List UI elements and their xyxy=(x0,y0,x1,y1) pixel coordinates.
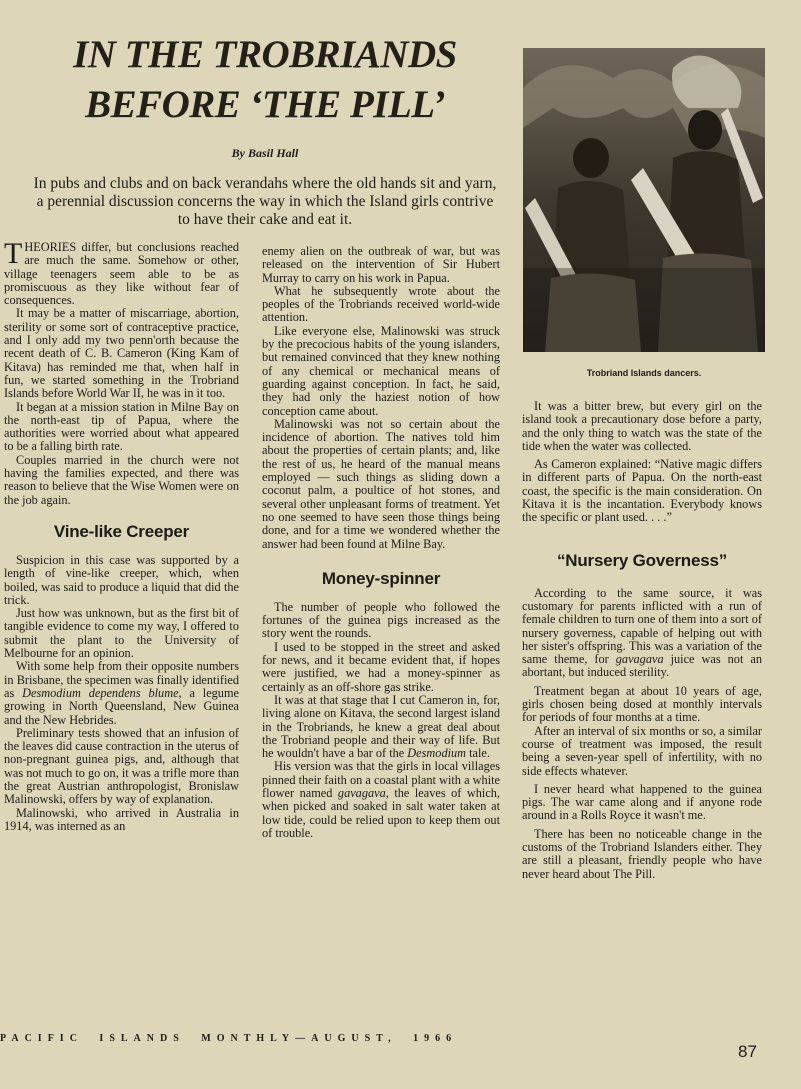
byline: By Basil Hall xyxy=(231,146,299,160)
paragraph: THEORIES differ, but conclusions reached are much the same. Somehow or other, village teenagers seem able to be as promiscuous as they like without fear of consequences. xyxy=(4,237,239,308)
italic-text: Desmodium xyxy=(407,746,467,761)
paragraph: I never heard what happened to the guinea pigs. The war came along and if anyone rode around in a Rolls Royce it wasn't me. xyxy=(522,781,762,823)
paragraph: It began at a mission station in Milne Bay on the north-east tip of Papua, where the authorities were worried about what appeared to be a falling birth rate. xyxy=(4,399,239,454)
paragraph: enemy alien on the outbreak of war, but was released on the intervention of Sir Hubert Murray to carry on his work in Papua. xyxy=(262,244,500,285)
footer-masthead: PACIFIC ISLANDS MONTHLY—AUGUST, 1966 xyxy=(0,1033,458,1044)
dancers-photo xyxy=(523,48,765,352)
paragraph: Suspicion in this case was supported by a length of vine-like creeper, which, when boiled, was said to produce a liquid that did the trick. xyxy=(4,552,239,607)
italic-text: Desmodium dependens blume, xyxy=(22,685,182,700)
paragraph: It was a bitter brew, but every girl on the island took a precautionary dose before a party, and the only thing to watch was the state of the tide when the water was collected. xyxy=(522,399,762,453)
title-line-1: IN THE TROBRIANDS xyxy=(73,33,457,76)
photo-caption: Trobriand Islands dancers. xyxy=(586,368,702,378)
paragraph: I used to be stopped in the street and asked for news, and it became evident that, if hopes were justified, we had a money-spinner as certainly as an off-shore gas strike. xyxy=(262,639,500,694)
column-2 xyxy=(262,245,500,840)
drop-cap: T xyxy=(4,237,23,270)
paragraph: Just how was unknown, but as the first bit of tangible evidence to come my way, I offered to submit the plant to the University of Melbourne for an opinion. xyxy=(4,606,239,661)
column-3 xyxy=(522,400,762,881)
paragraph: With some help from their opposite numbers in Brisbane, the specimen was finally identified as Desmodium dependens blume, a legume growing in North Queensland, New Guinea and the New Hebrides. xyxy=(4,659,239,727)
paragraph: There has been no noticeable change in the customs of the Trobriand Islanders either. They are still a pleasant, friendly people who have never heard about The Pill. xyxy=(522,826,762,881)
paragraph: After an interval of six months or so, a similar course of treatment was imposed, the result being a seven-year spell of infertility, with no side effects whatever. xyxy=(522,723,762,778)
paragraph: Malinowski was not so certain about the incidence of abortion. The natives told him about the properties of certain plants; and, like the rest of us, he heard of the manual means employed — such things as sliding down a coconut palm, a poultice of hot stones, and several other unpleasant forms of treatment. Yet no one seemed to have seen those things being done, and for a time we wondered whether the answer had been found at Milne Bay. xyxy=(262,416,500,551)
intro-paragraph: In pubs and clubs and on back verandahs where the old hands sit and yarn, a perennial discussion concerns the way in which the Island girls contrive to have their cake and eat it. xyxy=(33,175,497,228)
paragraph: What he subsequently wrote about the peoples of the Trobriands received world-wide attention. xyxy=(262,283,500,325)
paragraph: It was at that stage that I cut Cameron in, for, living alone on Kitava, the second largest island in the Trobriands, he knew a great deal about the Trobriand people and their way of life. But he wouldn't have a bar of the Desmodium tale. xyxy=(262,692,500,761)
paragraph: Couples married in the church were not having the families expected, and there was reason to believe that the Wise Women were on the job again. xyxy=(4,452,239,507)
paragraph: It may be a matter of miscarriage, abortion, sterility or some sort of contraceptive practice, and I only add my two penn'orth because the recent death of C. B. Cameron (King Kam of Kitava) has reminded me that, when half in fun, we started something in the Trobriand Islands before World War II, he was in it too. xyxy=(4,306,239,401)
title-line-2: BEFORE ‘THE PILL’ xyxy=(85,83,445,126)
italic-text: gavagava xyxy=(615,652,664,667)
paragraph: Malinowski, who arrived in Australia in 1914, was interned as an xyxy=(4,805,239,833)
column-1 xyxy=(4,237,239,833)
section-heading: “Nursery Governess” xyxy=(556,550,728,570)
dancers-photo-image xyxy=(523,48,765,352)
page-number: 87 xyxy=(738,1042,757,1061)
paragraph: Like everyone else, Malinowski was struck by the precocious habits of the young islanders, but remained convinced that they knew nothing of any chemical or mechanical means of guarding against conception. In fact, he said, they had only the haziest notion of how conception came about. xyxy=(262,323,500,418)
article-title xyxy=(30,30,500,130)
paragraph: His version was that the girls in local villages pinned their faith on a coastal plant with a white flower named gavagava, the leaves of which, when picked and soaked in salt water taken at low tide, could be relied upon to keep them out of trouble. xyxy=(262,759,501,840)
italic-text: gavagava, xyxy=(337,785,389,800)
paragraph: According to the same source, it was customary for parents inflicted with a run of female children to turn one of them into a sort of nursery governess, capable of helping out with her sister's offspring. This was a variation of the same theme, for gavagava juice was not an abortant, but induced sterility. xyxy=(522,585,762,680)
paragraph: Preliminary tests showed that an infusion of the leaves did cause contraction in the uterus of non-pregnant guinea pigs, and, although that was not much to go on, it was a trifle more than the great Austrian anthropologist, Bronislaw Malinowski, offers by way of explanation. xyxy=(4,725,239,807)
paragraph: As Cameron explained: “Native magic differs in different parts of Papua. On the north-east coast, the specific is the main consideration. On Kitava it is the incantation. Everybody knows the specific or plant used. . . .” xyxy=(522,457,762,525)
section-heading: Vine-like Creeper xyxy=(53,521,190,541)
section-heading: Money-spinner xyxy=(321,568,441,588)
paragraph: The number of people who followed the fortunes of the guinea pigs increased as the story went the rounds. xyxy=(262,599,500,641)
paragraph: Treatment began at about 10 years of age, girls chosen being dosed at monthly intervals for periods of four months at a time. xyxy=(522,683,762,725)
